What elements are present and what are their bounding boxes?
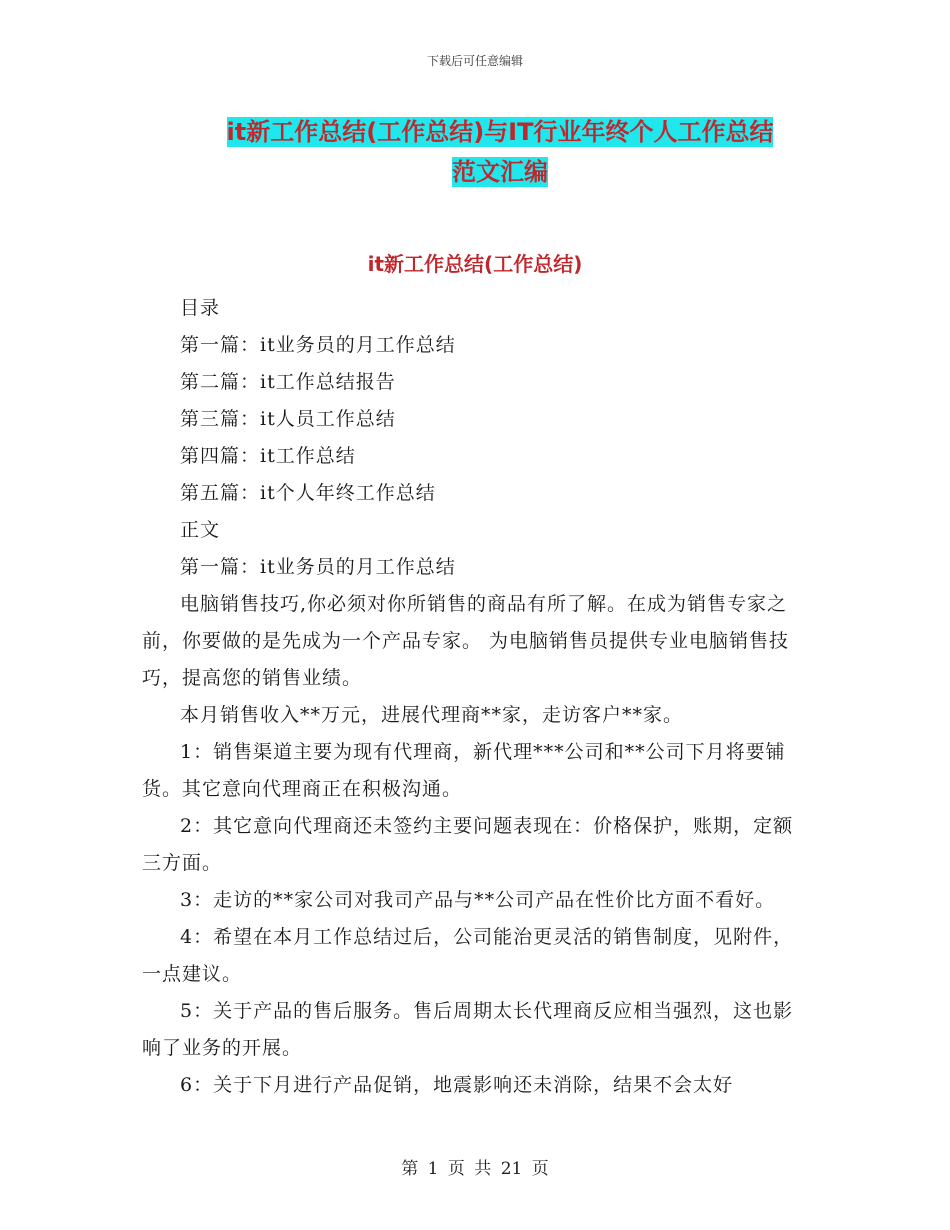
- chapter-heading: 第一篇：it业务员的月工作总结: [180, 556, 456, 578]
- document-body: [142, 290, 808, 1104]
- toc-item-3: 第三篇：it人员工作总结: [180, 408, 396, 430]
- body-paragraph: 1：销售渠道主要为现有代理商，新代理***公司和**公司下月将要铺货。其它意向代理商正在积极沟通。: [142, 741, 786, 800]
- toc-item-1: 第一篇：it业务员的月工作总结: [180, 334, 456, 356]
- section-title: it新工作总结(工作总结): [367, 252, 583, 276]
- body-heading: 正文: [180, 519, 221, 541]
- toc-item-2: 第二篇：it工作总结报告: [180, 371, 396, 393]
- page-header: 下载后可任意编辑: [426, 54, 523, 68]
- body-paragraph: 电脑销售技巧,你必须对你所销售的商品有所了解。在成为销售专家之前，你要做的是先成为一个产品专家。 为电脑销售员提供专业电脑销售技巧，提高您的销售业绩。: [142, 593, 790, 689]
- document-title-line-2: 范文汇编: [452, 158, 548, 186]
- body-paragraph: 3：走访的**家公司对我司产品与**公司产品在性价比方面不看好。: [180, 889, 776, 911]
- toc-item-5: 第五篇：it个人年终工作总结: [180, 482, 436, 504]
- page-footer: 第 1 页 共 21 页: [401, 1159, 549, 1179]
- body-paragraph: 6：关于下月进行产品促销，地震影响还未消除，结果不会太好: [180, 1074, 734, 1096]
- document-title-line-1: it新工作总结(工作总结)与IT行业年终个人工作总结: [226, 118, 774, 146]
- toc-heading: 目录: [180, 297, 221, 319]
- toc-item-4: 第四篇：it工作总结: [180, 445, 356, 467]
- body-paragraph: 2：其它意向代理商还未签约主要问题表现在：价格保护，账期，定额三方面。: [142, 815, 794, 874]
- document-title: [140, 112, 860, 192]
- body-paragraph: 4：希望在本月工作总结过后，公司能治更灵活的销售制度，见附件，一点建议。: [142, 926, 794, 985]
- body-paragraph: 本月销售收入**万元，进展代理商**家，走访客户**家。: [180, 704, 684, 726]
- body-paragraph: 5：关于产品的售后服务。售后周期太长代理商反应相当强烈，这也影响了业务的开展。: [142, 1000, 794, 1059]
